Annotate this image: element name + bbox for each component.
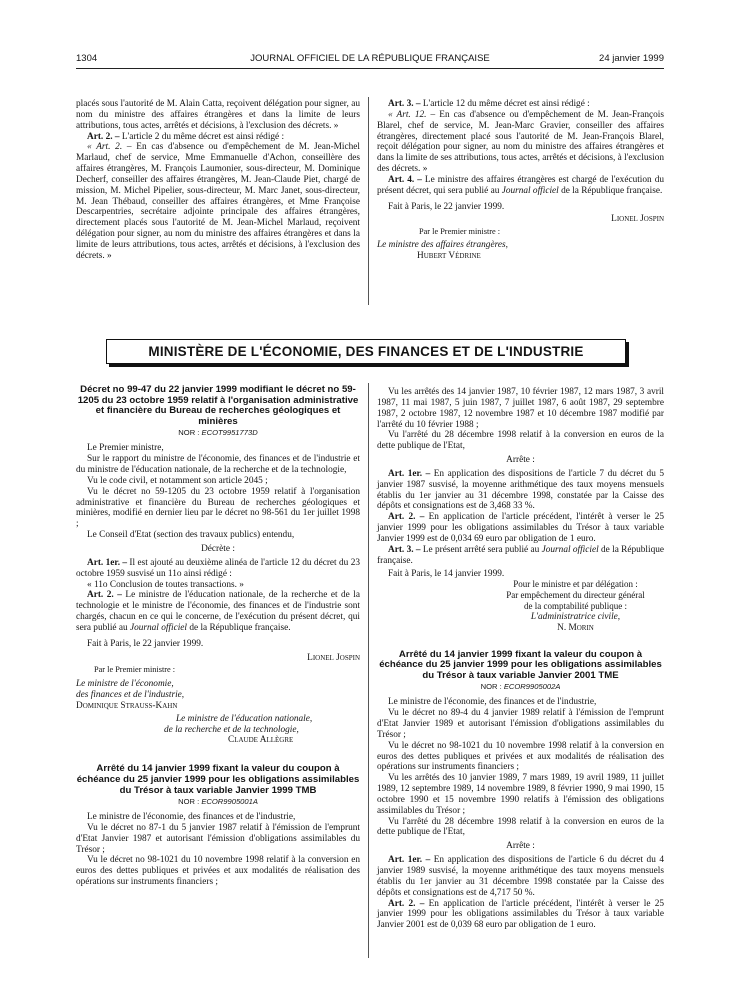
arrete-title: Arrêté du 14 janvier 1999 fixant la valeur du coupon à échéance du 25 janvier 1999 pour les obligations assimilables du Trésor à taux variable Janvier 2001 TME bbox=[379, 648, 662, 681]
column-divider-top bbox=[368, 97, 369, 305]
article-12-text: « Art. 12. – En cas d'absence ou d'empêchement de M. Jean-François Blarel, chef de service, M. Jean-Marc Gravier, conseiller des affaires étrangères, directement placé sous l'autorité de M. Jean-François Blarel, reçoit délégation pour signer, au nom du ministre des affaires étrangères et dans la limite de ses attributions, tous actes, arrêtés et décisions, à l'exclusion des décrets. » bbox=[377, 109, 664, 175]
bottom-left-column bbox=[76, 385, 360, 888]
paragraph: Le ministre de l'économie, des finances et de l'industrie, bbox=[87, 812, 296, 823]
decrete-heading: Décrète : bbox=[201, 543, 235, 554]
page-number: 1304 bbox=[76, 53, 98, 64]
issue-date: 24 janvier 1999 bbox=[599, 53, 664, 64]
minister-title: Le ministre de l'économie, bbox=[76, 679, 174, 690]
article-2: Art. 2. – L'article 2 du même décret est ainsi rédigé : bbox=[87, 131, 285, 142]
article-1: Art. 1er. – En application des dispositions de l'article 6 du décret du 4 janvier 1989 susvisé, la moyenne arithmétique des taux moyens mensuels établis du 1er janvier au 31 décembre 1998 constatée par la Caisse des dépôts et consignations est de 4,717 50 %. bbox=[377, 855, 664, 898]
minister-name: Claude Allègre bbox=[228, 735, 294, 746]
minister-name: Dominique Strauss-Kahn bbox=[76, 700, 178, 711]
signature: Lionel Jospin bbox=[611, 214, 664, 225]
arrete-heading: Arrête : bbox=[506, 841, 535, 852]
column-divider-bottom bbox=[368, 383, 369, 958]
signature-line: de la comptabilité publique : bbox=[524, 601, 627, 612]
paragraph: Le Conseil d'Etat (section des travaux publics) entendu, bbox=[87, 530, 295, 541]
paragraph: Le Premier ministre, bbox=[87, 443, 164, 454]
paragraph: Vu le code civil, et notamment son article 2045 ; bbox=[87, 475, 268, 486]
paragraph: Vu l'arrêté du 28 décembre 1998 relatif à la conversion en euros de la dette publique de l'Etat, bbox=[377, 816, 664, 838]
arrete-title: Arrêté du 14 janvier 1999 fixant la valeur du coupon à échéance du 25 janvier 1999 pour les obligations assimilables du Trésor à taux variable Janvier 1999 TMB bbox=[76, 763, 360, 796]
done-at: Fait à Paris, le 14 janvier 1999. bbox=[388, 568, 505, 579]
signatory-name: N. Morin bbox=[557, 622, 594, 633]
header-rule bbox=[76, 68, 664, 69]
paragraph: Vu le décret no 59-1205 du 23 octobre 1959 relatif à l'organisation administrative et financière du Bureau de recherches géologiques et minières, modifié en dernier lieu par le décret no 98-561 du 1er juillet 1998 ; bbox=[76, 486, 360, 530]
paragraph: Le ministre de l'économie, des finances et de l'industrie, bbox=[388, 697, 597, 708]
signature-line: Par le Premier ministre : bbox=[419, 227, 501, 237]
signature-line: Pour le ministre et par délégation : bbox=[513, 579, 638, 590]
article-2: Art. 2. – Le ministre de l'éducation nationale, de la recherche et de la technologie et le ministre de l'économie, des finances et de l'industrie sont chargés, chacun en ce qui le concerne, de l'exécution du présent décret, qui sera publié au Journal officiel de la République française. bbox=[76, 590, 361, 633]
arrete-heading: Arrête : bbox=[506, 455, 535, 466]
signature-line: Par le Premier ministre : bbox=[94, 665, 176, 675]
signature-line: Par empêchement du directeur général bbox=[506, 590, 645, 601]
ministry-banner: MINISTÈRE DE L'ÉCONOMIE, DES FINANCES ET DE L'INDUSTRIE bbox=[106, 339, 626, 364]
paragraph: Vu les arrêtés des 14 janvier 1987, 10 février 1987, 12 mars 1987, 3 avril 1987, 11 mai 1987, 5 juin 1987, 7 juillet 1987, 6 août 1987, 29 septembre 1987, 2 octobre 1987, 12 novembre 1987 et 10 décembre 1987 modifié par l'arrêté du 10 février 1988 ; bbox=[377, 387, 664, 430]
paragraph: placés sous l'autorité de M. Alain Catta, reçoivent délégation pour signer, au nom du ministre des affaires étrangères et dans la limite de leurs attributions, tous actes, arrêtés et décisions, à l'exclusion des décrets. » bbox=[76, 99, 360, 131]
article-2: Art. 2. – En application de l'article précédent, l'intérêt à verser le 25 janvier 1999 pour les obligations assimilables du Trésor à taux variable Janvier 1999 est de 0,034 69 euro par obligation de 1 euro. bbox=[377, 512, 665, 544]
signature: Lionel Jospin bbox=[307, 652, 360, 663]
article-2: Art. 2. – En application de l'article précédent, l'intérêt à verser le 25 janvier 1999 pour les obligations assimilables du Trésor à taux variable Janvier 2001 est de 0,039 68 euro par obligation de 1 euro. bbox=[377, 898, 665, 931]
article-1: Art. 1er. – En application des dispositions de l'article 7 du décret du 5 janvier 1987 susvisé, la moyenne arithmétique des taux moyens mensuels établis du 1er janvier au 31 décembre 1998, constatée par la Caisse des dépôts et consignations est de 3,468 33 %. bbox=[377, 468, 664, 512]
article-1: Art. 1er. – Il est ajouté au deuxième alinéa de l'article 12 du décret du 23 octobre 1959 susvisé un 11o ainsi rédigé : bbox=[76, 557, 360, 579]
minister-title: Le ministre des affaires étrangères, bbox=[377, 240, 508, 251]
paragraph: Vu l'arrêté du 28 décembre 1998 relatif à la conversion en euros de la dette publique de l'Etat, bbox=[377, 430, 664, 452]
article-4: Art. 4. – Le ministre des affaires étrangères est chargé de l'exécution du présent décret, qui sera publié au Journal officiel de la République française. bbox=[377, 174, 664, 196]
top-left-column bbox=[76, 99, 360, 262]
done-at: Fait à Paris, le 22 janvier 1999. bbox=[87, 638, 204, 649]
paragraph: Sur le rapport du ministre de l'économie, des finances et de l'industrie et du ministre de l'éducation nationale, de la recherche et de la technologie, bbox=[76, 454, 360, 476]
minister-title: de la recherche et de la technologie, bbox=[164, 724, 299, 735]
nor-reference: NOR : ECOT9951773D bbox=[178, 428, 258, 438]
article-3: Art. 3. – Le présent arrêté sera publié au Journal officiel de la République française. bbox=[377, 544, 665, 566]
journal-title: JOURNAL OFFICIEL DE LA RÉPUBLIQUE FRANÇAISE bbox=[250, 53, 490, 64]
top-right-column bbox=[377, 99, 664, 262]
paragraph: Vu les arrêtés des 10 janvier 1989, 7 mars 1989, 19 avril 1989, 11 juillet 1989, 12 septembre 1989, 14 novembre 1989, 8 février 1990, 9 mai 1990, 15 octobre 1990 et 15 novembre 1990 relatifs à l'émission des obligations assimilables du Trésor ; bbox=[377, 773, 664, 816]
paragraph: Vu le décret no 98-1021 du 10 novembre 1998 relatif à la conversion en euros des dettes publiques et privées et aux modalités de réalisation des opérations sur instruments financiers ; bbox=[76, 855, 360, 888]
bottom-right-column bbox=[377, 387, 664, 931]
paragraph: Vu le décret no 89-4 du 4 janvier 1989 relatif à l'émission de l'emprunt d'Etat Janvier 1989 et autorisant l'émission d'obligations assimilables du Trésor ; bbox=[377, 708, 664, 740]
paragraph: Vu le décret no 98-1021 du 10 novembre 1998 relatif à la conversion en euros des dettes publiques et privées et aux modalités de réalisation des opérations sur instruments financiers ; bbox=[377, 740, 664, 773]
article-1-quote: « 11o Conclusion de toutes transactions. » bbox=[87, 579, 244, 590]
signatory-title: L'administratrice civile, bbox=[530, 611, 621, 622]
minister-title: Le ministre de l'éducation nationale, bbox=[176, 713, 313, 724]
article-3: Art. 3. – L'article 12 du même décret est ainsi rédigé : bbox=[388, 99, 590, 109]
nor-reference: NOR : ECOR9905002A bbox=[480, 682, 561, 692]
page-header bbox=[76, 53, 664, 67]
decree-title: Décret no 99-47 du 22 janvier 1999 modifiant le décret no 59-1205 du 23 octobre 1959 relatif à l'organisation administrative et financière du Bureau de recherches géologiques et minières bbox=[77, 384, 359, 427]
paragraph: Vu le décret no 87-1 du 5 janvier 1987 relatif à l'émission de l'emprunt d'Etat Janvier 1987 et autorisant l'émission d'obligations assimilables du Trésor ; bbox=[76, 822, 360, 855]
article-2-text: « Art. 2. – En cas d'absence ou d'empêchement de M. Jean-Michel Marlaud, chef de service, Mme Emmanuelle d'Achon, conseillère des affaires étrangères, M. François Laumonier, sous-directeur, M. Dominique Decherf, conseiller des affaires étrangères, M. Jean-Claude Piet, chargé de mission, M. Michel Pipelier, sous-directeur, M. Marc Janet, sous-directeur, M. Jean Thébaud, conseiller des affaires étrangères, et Mme Françoise Descarpentries, secrétaire adjointe principale des affaires étrangères, directement placés sous l'autorité de M. Jean-Michel Marlaud, reçoivent délégation pour signer, au nom du ministre des affaires étrangères et dans la limite de leurs attributions, tous actes, arrêtés et décisions, à l'exclusion des décrets. » bbox=[76, 142, 361, 261]
minister-title: des finances et de l'industrie, bbox=[76, 690, 185, 701]
minister-name: Hubert Védrine bbox=[417, 250, 481, 261]
nor-reference: NOR : ECOR9905001A bbox=[178, 797, 258, 807]
done-at: Fait à Paris, le 22 janvier 1999. bbox=[388, 201, 505, 212]
